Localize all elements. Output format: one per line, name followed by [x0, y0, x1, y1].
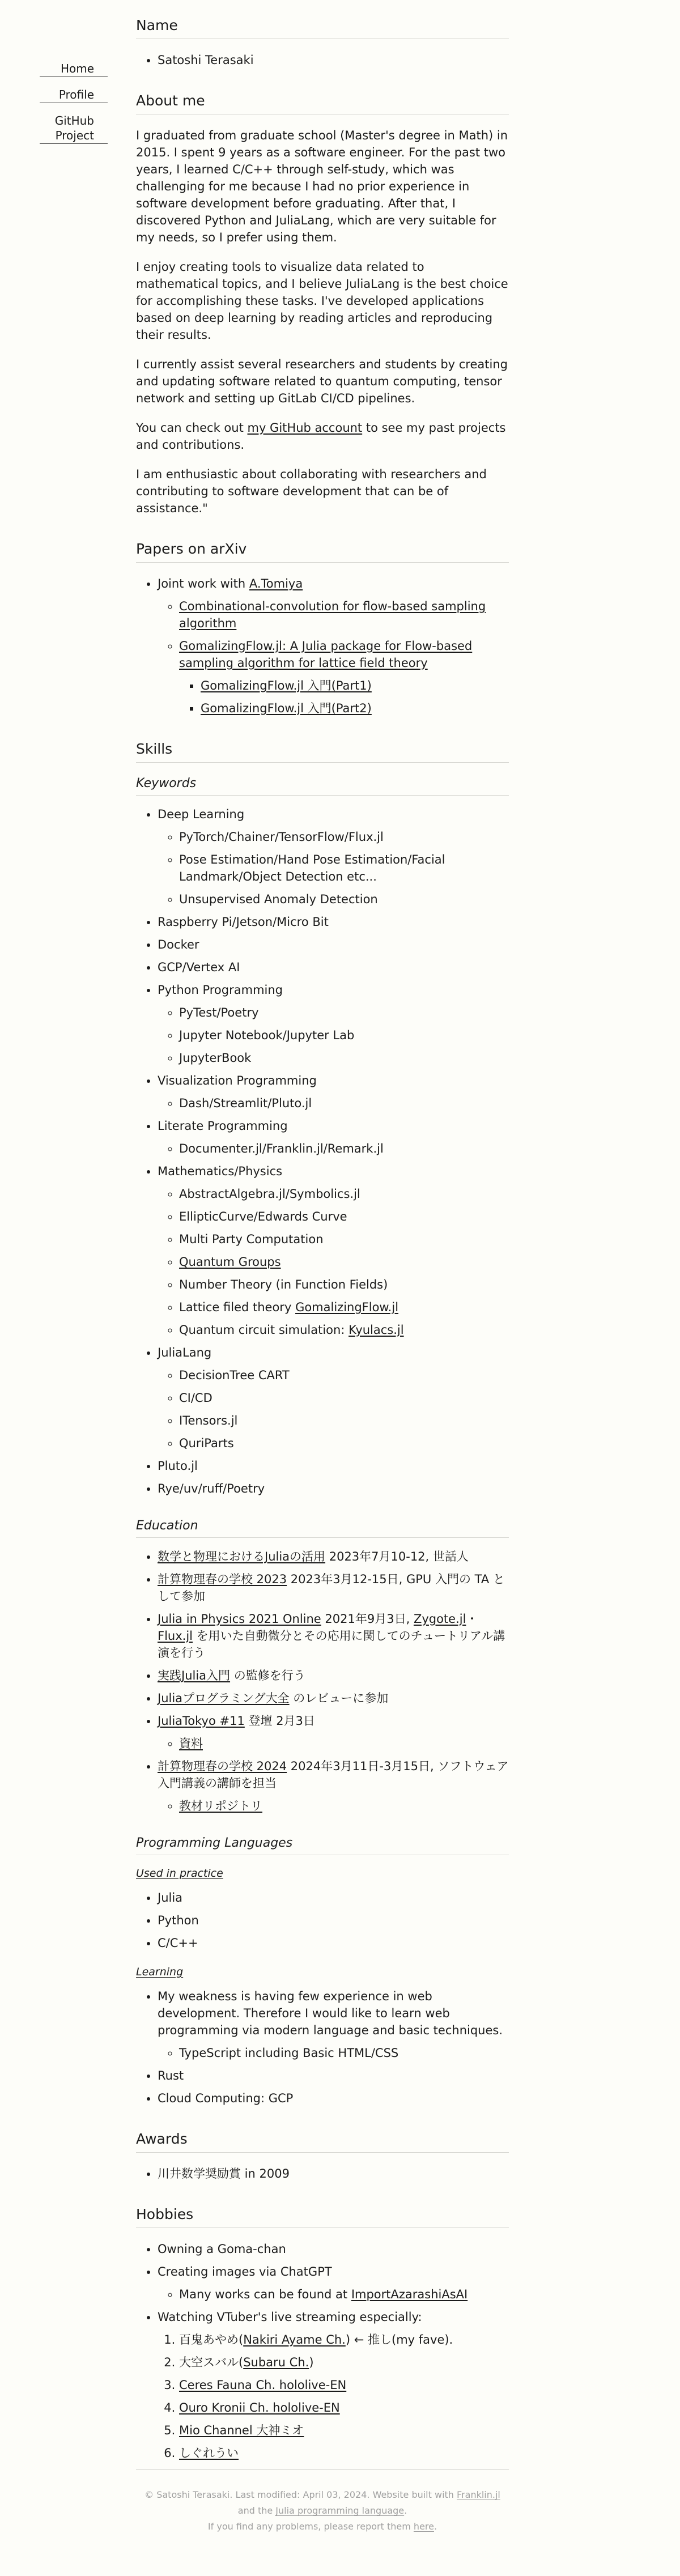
hobbies-heading: Hobbies — [136, 2205, 509, 2228]
list-item — [158, 1072, 509, 1112]
list-item — [179, 2422, 509, 2439]
quantum-groups-link[interactable]: Quantum Groups — [179, 1255, 281, 1269]
list-item — [179, 1299, 509, 1316]
event-link[interactable]: 計算物理春の学校 2023 — [158, 1572, 287, 1586]
text: 2024年3月11日-3月15日, ソフトウェア入門講義の講師を担当 — [158, 1759, 509, 1790]
text: © Satoshi Terasaki. Last modified: April 03, 2024. Website built with — [144, 2489, 457, 2500]
list-item — [158, 1163, 509, 1338]
zygote-link[interactable]: Zygote.jl — [413, 1612, 466, 1626]
list-item: ◦ Multi Party Computation — [179, 1231, 509, 1248]
text: . — [404, 2505, 407, 2516]
event-link[interactable]: 計算物理春の学校 2024 — [158, 1759, 287, 1773]
awards-heading: Awards — [136, 2129, 509, 2153]
list-item: ◦ PyTorch/Chainer/TensorFlow/Flux.jl — [179, 828, 509, 845]
about-paragraph: I enjoy creating tools to visualize data related to mathematical topics, and I believe JuliaLang is the best choice for accomplishing these tasks. I've developed applications based on deep learning by reading articles and reproducing their results. — [136, 260, 508, 342]
education-list — [136, 1548, 509, 1814]
text: Joint work with — [158, 577, 249, 590]
list-item: • Pluto.jl — [158, 1457, 509, 1474]
text: 2023年3月12-15日, GPU 入門の TA として参加 — [158, 1572, 505, 1603]
list-item: • C/C++ — [158, 1935, 509, 1952]
list-item: ◦ PyTest/Poetry — [179, 1004, 509, 1021]
vtuber-link[interactable]: しぐれうい — [179, 2446, 239, 2460]
list-item — [179, 1797, 509, 1814]
keywords-list — [136, 806, 509, 1497]
list-item — [179, 1735, 509, 1752]
list-item: • Docker — [158, 936, 509, 953]
list-item: ◦ DecisionTree CART — [179, 1367, 509, 1384]
import-azarashi-link[interactable]: ImportAzarashiAsAI — [351, 2288, 468, 2301]
list-item: ◦ Pose Estimation/Hand Pose Estimation/Facial Landmark/Object Detection etc... — [179, 851, 509, 885]
list-item — [158, 1548, 509, 1565]
gomalizingflow-link[interactable]: GomalizingFlow.jl — [295, 1300, 399, 1314]
list-item — [179, 2377, 509, 2394]
about-heading: About me — [136, 91, 509, 114]
text: . — [434, 2521, 437, 2532]
list-item — [158, 1690, 509, 1707]
text: Deep Learning — [158, 807, 245, 821]
text: Mathematics/Physics — [158, 1164, 283, 1178]
github-account-link[interactable]: my GitHub account — [247, 421, 363, 435]
list-item — [179, 598, 509, 632]
text: Lattice filed theory — [179, 1300, 296, 1314]
list-item — [179, 2354, 509, 2371]
list-item: • GCP/Vertex AI — [158, 959, 509, 976]
vtuber-link[interactable]: Ouro Kronii Ch. hololive-EN — [179, 2401, 340, 2415]
text: 大空スバル( — [179, 2356, 244, 2369]
list-item: • 川井数学奨励賞 in 2009 — [158, 2165, 509, 2182]
list-item — [179, 1253, 509, 1270]
list-item — [179, 2331, 509, 2348]
list-item — [158, 981, 509, 1066]
list-item: ◦ ITensors.jl — [179, 1412, 509, 1429]
event-link[interactable]: Julia in Physics 2021 Online — [158, 1612, 321, 1626]
paper-link[interactable]: Combinational-convolution for flow-based sampling algorithm — [179, 600, 486, 630]
text: If you find any problems, please report them — [207, 2521, 414, 2532]
kyulacs-link[interactable]: Kyulacs.jl — [348, 1323, 404, 1337]
text: Quantum circuit simulation: — [179, 1323, 349, 1337]
learning-list — [136, 1988, 509, 2107]
text: and the — [237, 2505, 276, 2516]
footer-line — [136, 2487, 509, 2519]
text: Watching VTuber's live streaming especially: — [158, 2310, 422, 2324]
list-item — [201, 700, 509, 717]
text: のレビューに参加 — [289, 1691, 389, 1705]
about-paragraph: I currently assist several researchers and students by creating and updating software related to quantum computing, tensor network and setting up GitLab CI/CD pipelines. — [136, 358, 508, 405]
text: You can check out — [136, 421, 248, 435]
list-item: • Raspberry Pi/Jetson/Micro Bit — [158, 913, 509, 930]
list-item — [158, 1344, 509, 1452]
book-link[interactable]: Juliaプログラミング大全 — [158, 1691, 290, 1705]
article-link[interactable]: GomalizingFlow.jl 入門(Part1) — [201, 679, 372, 692]
vtuber-link[interactable]: Ceres Fauna Ch. hololive-EN — [179, 2378, 347, 2392]
list-item: ◦ Dash/Streamlit/Pluto.jl — [179, 1095, 509, 1112]
list-item: ◦ CI/CD — [179, 1389, 509, 1406]
repository-link[interactable]: 教材リポジトリ — [179, 1799, 262, 1813]
article-link[interactable]: GomalizingFlow.jl 入門(Part2) — [201, 702, 372, 715]
list-item: ◦ QuriParts — [179, 1435, 509, 1452]
vtuber-link[interactable]: Subaru Ch. — [243, 2356, 309, 2369]
list-item: • Cloud Computing: GCP — [158, 2090, 509, 2107]
list-item — [158, 1117, 509, 1157]
text: ・ — [466, 1612, 478, 1626]
list-item: • Rust — [158, 2067, 509, 2084]
text: My weakness is having few experience in web development. Therefore I would like to learn web programming via modern language and basic techniques. — [158, 1990, 503, 2037]
vtuber-link[interactable]: Mio Channel 大神ミオ — [179, 2424, 304, 2437]
list-item — [158, 1610, 509, 1661]
list-item: ◦ TypeScript including Basic HTML/CSS — [179, 2044, 509, 2061]
list-item — [179, 2286, 509, 2303]
list-item: ◦ AbstractAlgebra.jl/Symbolics.jl — [179, 1185, 509, 1202]
about-paragraph: I am enthusiastic about collaborating with researchers and contributing to software development that can be of assistance." — [136, 467, 487, 515]
book-link[interactable]: 実践Julia入門 — [158, 1669, 231, 1682]
list-item: ◦ Jupyter Notebook/Jupyter Lab — [179, 1027, 509, 1044]
list-item: • Rye/uv/ruff/Poetry — [158, 1480, 509, 1497]
paper-link[interactable]: GomalizingFlow.jl: A Julia package for Flow-based sampling algorithm for lattice field theory — [179, 639, 473, 670]
list-item: ◦ Documenter.jl/Franklin.jl/Remark.jl — [179, 1140, 509, 1157]
list-item — [158, 575, 509, 717]
name-heading: Name — [136, 16, 509, 39]
list-item — [179, 2445, 509, 2462]
text: を用いた自動微分とその応用に関してのチュートリアル講演を行う — [158, 1629, 505, 1660]
text: 2021年9月3日, — [321, 1612, 414, 1626]
learning-heading: Learning — [136, 1966, 184, 1978]
julia-language-link[interactable]: Julia programming language — [275, 2505, 405, 2516]
text: ) ← 推し(my fave). — [345, 2333, 453, 2347]
list-item: • Julia — [158, 1889, 509, 1906]
list-item — [158, 2263, 509, 2303]
list-item — [179, 1321, 509, 1338]
main-content — [136, 16, 509, 2484]
used-in-practice-heading: Used in practice — [136, 1867, 223, 1880]
skills-section — [136, 739, 509, 2107]
tomiya-link[interactable]: A.Tomiya — [249, 577, 303, 590]
list-item — [158, 1758, 509, 1814]
awards-section — [136, 2129, 509, 2182]
list-item — [158, 2309, 509, 2462]
footer-line — [136, 2519, 509, 2535]
text: to see my past projects and contributions. — [136, 421, 506, 452]
about-section — [136, 91, 509, 517]
list-item — [158, 1571, 509, 1605]
text: Python Programming — [158, 983, 283, 997]
text: 2023年7月10-12, 世話人 — [325, 1550, 469, 1563]
name-section — [136, 16, 509, 69]
keywords-heading: Keywords — [136, 775, 509, 796]
list-item: ◦ Number Theory (in Function Fields) — [179, 1276, 509, 1293]
nav-github-project-link[interactable]: GitHub Project — [40, 113, 108, 144]
nav-profile-link[interactable]: Profile — [40, 87, 108, 103]
report-link[interactable]: here — [413, 2521, 434, 2532]
event-link[interactable]: 数学と物理におけるJuliaの活用 — [158, 1550, 326, 1563]
event-link[interactable]: JuliaTokyo #11 — [158, 1714, 245, 1728]
text: Creating images via ChatGPT — [158, 2265, 332, 2279]
text: Literate Programming — [158, 1119, 288, 1133]
vtuber-link[interactable]: Nakiri Ayame Ch. — [243, 2333, 346, 2347]
about-paragraph: I graduated from graduate school (Master's degree in Math) in 2015. I spent 9 years as a software engineer. For the past two years, I learned C/C++ through self-study, which was challenging for me because I had no prior experience in software development before graduating. After that, I discovered Python and JuliaLang, which are very suitable for my needs, so I prefer using them. — [136, 129, 508, 244]
list-item: ◦ JupyterBook — [179, 1049, 509, 1066]
text: Visualization Programming — [158, 1074, 317, 1087]
list-item — [158, 1667, 509, 1684]
about-paragraph — [136, 419, 509, 453]
list-item — [179, 637, 509, 717]
slides-link[interactable]: 資料 — [179, 1737, 203, 1750]
text: の監修を行う — [230, 1669, 305, 1682]
languages-heading: Programming Languages — [136, 1835, 509, 1855]
flux-link[interactable]: Flux.jl — [158, 1629, 193, 1643]
list-item — [158, 1988, 509, 2061]
nav-home-link[interactable]: Home — [40, 61, 108, 77]
list-item — [158, 1712, 509, 1752]
papers-heading: Papers on arXiv — [136, 539, 509, 563]
side-nav — [40, 61, 108, 154]
list-item — [201, 677, 509, 694]
practice-list — [136, 1889, 509, 1952]
list-item: ◦ EllipticCurve/Edwards Curve — [179, 1208, 509, 1225]
papers-section — [136, 539, 509, 717]
page-footer — [136, 2469, 509, 2535]
education-heading: Education — [136, 1517, 509, 1538]
text: Many works can be found at — [179, 2288, 351, 2301]
skills-heading: Skills — [136, 739, 509, 763]
franklin-link[interactable]: Franklin.jl — [457, 2489, 500, 2500]
text: 登壇 2月3日 — [244, 1714, 315, 1728]
list-item — [179, 2399, 509, 2416]
text: 百鬼あやめ( — [179, 2333, 244, 2347]
text: JuliaLang — [158, 1346, 212, 1359]
name-value: • Satoshi Terasaki — [158, 52, 509, 69]
list-item: • Python — [158, 1912, 509, 1929]
list-item: • Owning a Goma-chan — [158, 2241, 509, 2258]
hobbies-section — [136, 2205, 509, 2462]
list-item — [158, 806, 509, 908]
text: ) — [309, 2356, 314, 2369]
list-item: ◦ Unsupervised Anomaly Detection — [179, 891, 509, 908]
